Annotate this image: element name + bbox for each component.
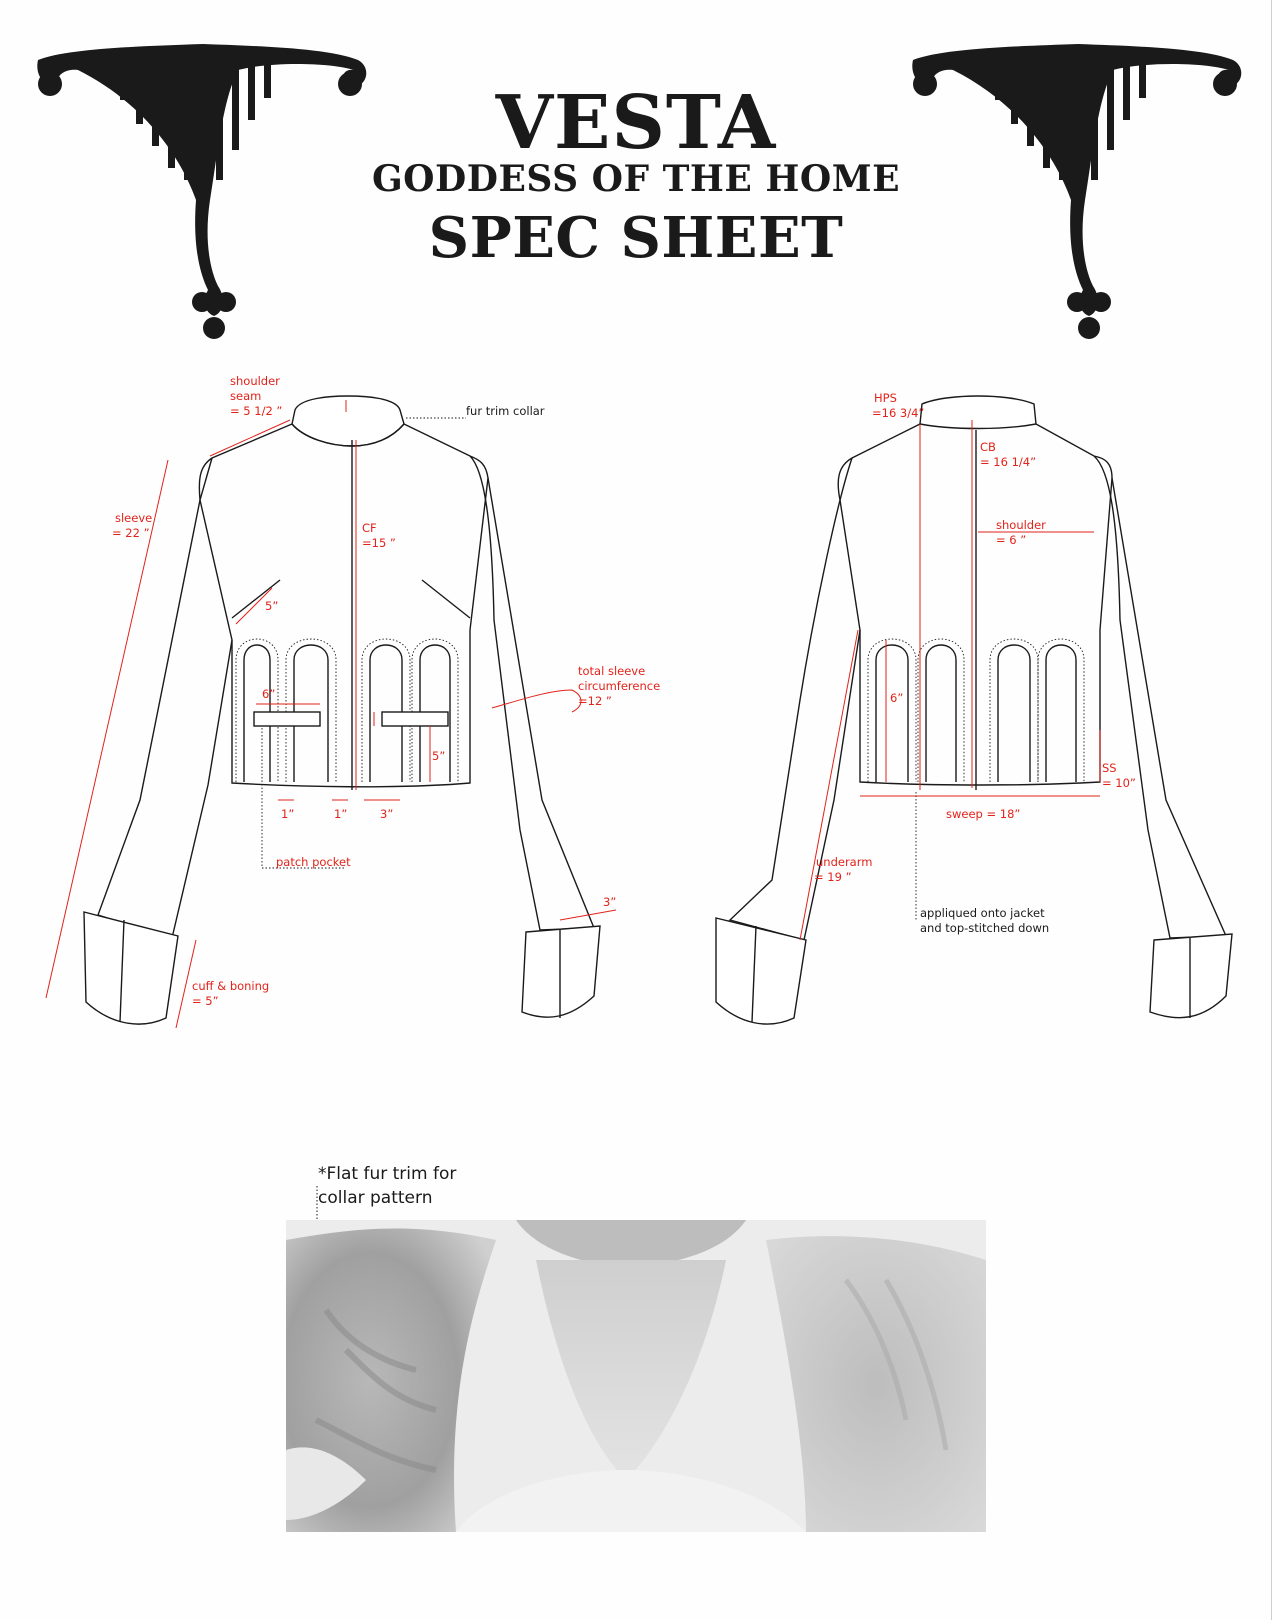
note-leader [312,1186,322,1222]
sleeve-label: sleeve [115,511,153,525]
cf-value: =15 ” [362,536,396,550]
shoulder-seam-label: shoulder [230,374,280,388]
fur-trim-note [318,1162,456,1210]
underarm-value: = 19 ” [814,870,852,884]
cuff-boning-value: = 5” [192,994,219,1008]
cf-label: CF [362,521,377,535]
page-title: VESTA [495,80,777,166]
patch-pocket-label: patch pocket [276,855,351,869]
dart-value: 5” [265,599,279,613]
fur-trim-note-line: collar pattern [318,1188,433,1208]
jacket-technical-flats [0,360,1272,1060]
pocket-drop-value: 5” [432,749,446,763]
cb-label: CB [980,440,996,454]
cuff-boning-label: cuff & boning [192,979,270,993]
total-sleeve-label: circumference [578,679,661,693]
cb-value: = 16 1/4” [980,455,1037,469]
shoulder-seam-value: = 5 1/2 ” [230,404,283,418]
shoulder-seam-label: seam [230,389,262,403]
spec-sheet-heading: SPEC SHEET [428,205,844,271]
back-shoulder-value: = 6 ” [996,533,1027,547]
total-sleeve-label: total sleeve [578,664,646,678]
fur-collar-image [286,1220,986,1532]
pocket-from-cf-value: 1” [334,807,348,821]
hem-3-value: 3” [380,807,394,821]
pocket-from-side-value: 1” [281,807,295,821]
fur-trim-note-line: *Flat fur trim for [318,1164,457,1184]
hps-label: HPS [874,391,897,405]
back-panel-value: 6” [890,691,904,705]
hps-value: =16 3/4” [872,406,925,420]
ss-label: SS [1102,761,1117,775]
fur-trim-collar-note: fur trim collar [466,404,545,418]
applique-note: appliqued onto jacket [920,906,1045,920]
ss-value: = 10” [1102,776,1136,790]
back-annotations [800,391,1136,940]
underarm-label: underarm [816,855,873,869]
pocket-width-value: 6” [262,687,276,701]
fur-collar-photo [286,1220,986,1532]
page-subtitle: GODDESS OF THE HOME [371,158,901,200]
back-shoulder-label: shoulder [996,518,1046,532]
sleeve-value: = 22 ” [112,526,150,540]
sweep-value: sweep = 18” [946,807,1021,821]
total-sleeve-value: =12 ” [578,694,612,708]
applique-note: and top-stitched down [920,921,1050,935]
cuff-width-value: 3” [603,895,617,909]
